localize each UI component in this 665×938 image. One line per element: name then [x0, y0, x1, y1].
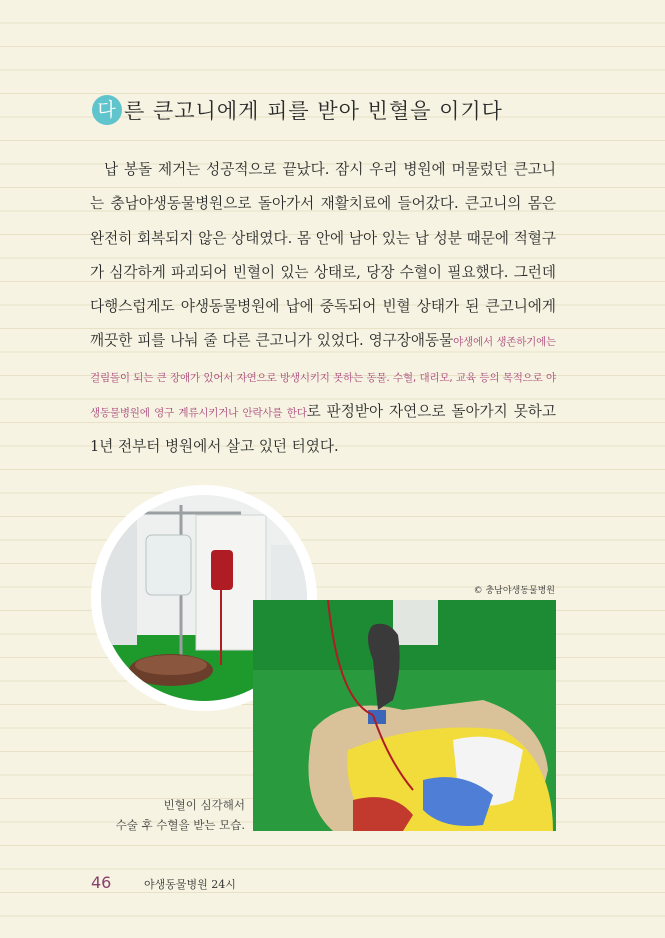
- book-title: 야생동물병원 24시: [144, 878, 236, 891]
- heading-text: 른 큰고니에게 피를 받아 빈혈을 이기다: [124, 99, 503, 123]
- inline-note: 야생에서 생존하기에는 걸림돌이 되는 큰 장애가 있어서 자연으로 방생시키지 못하는 동물. 수혈, 대리모, 교육 등의 목적으로 야생동물병원에 영구 계류시키거나 안락사를 한다: [90, 336, 556, 420]
- heading-first-char: 다: [92, 95, 122, 125]
- body-paragraph: [90, 153, 556, 465]
- body-tail-text: 로 판정받아 자연으로 돌아가지 못하고 1년 전부터 병원에서 살고 있던 터였다.: [90, 403, 556, 456]
- body-main-text: 납 봉돌 제거는 성공적으로 끝났다. 잠시 우리 병원에 머물렀던 큰고니는 충남야생동물병원으로 돌아가서 재활치료에 들어갔다. 큰고니의 몸은 완전히 회복되지 않은 상태였다. 몸 안에 남아 있는 납 성분 때문에 적혈구가 심각하게 파괴되어 빈혈이 있는 상태로, 당장 수혈이 필요했다. 그런데 다행스럽게도 야생동물병원에 납에 중독되어 빈혈 상태가 된 큰고니에게 깨끗한 피를 나눠 줄 다른 큰고니가 있었다. 영구장애동물: [90, 161, 556, 350]
- page-number: 46: [91, 873, 112, 892]
- swan-transfusion-illustration: [253, 600, 556, 831]
- body-text: [90, 153, 556, 465]
- caption-line-1: 빈혈이 심각해서: [163, 798, 245, 812]
- caption-line-2: 수술 후 수혈을 받는 모습.: [115, 818, 245, 832]
- swan-transfusion-photo: [253, 600, 556, 831]
- photo-credit: © 충남야생동물병원: [473, 586, 555, 596]
- section-heading: [92, 92, 503, 128]
